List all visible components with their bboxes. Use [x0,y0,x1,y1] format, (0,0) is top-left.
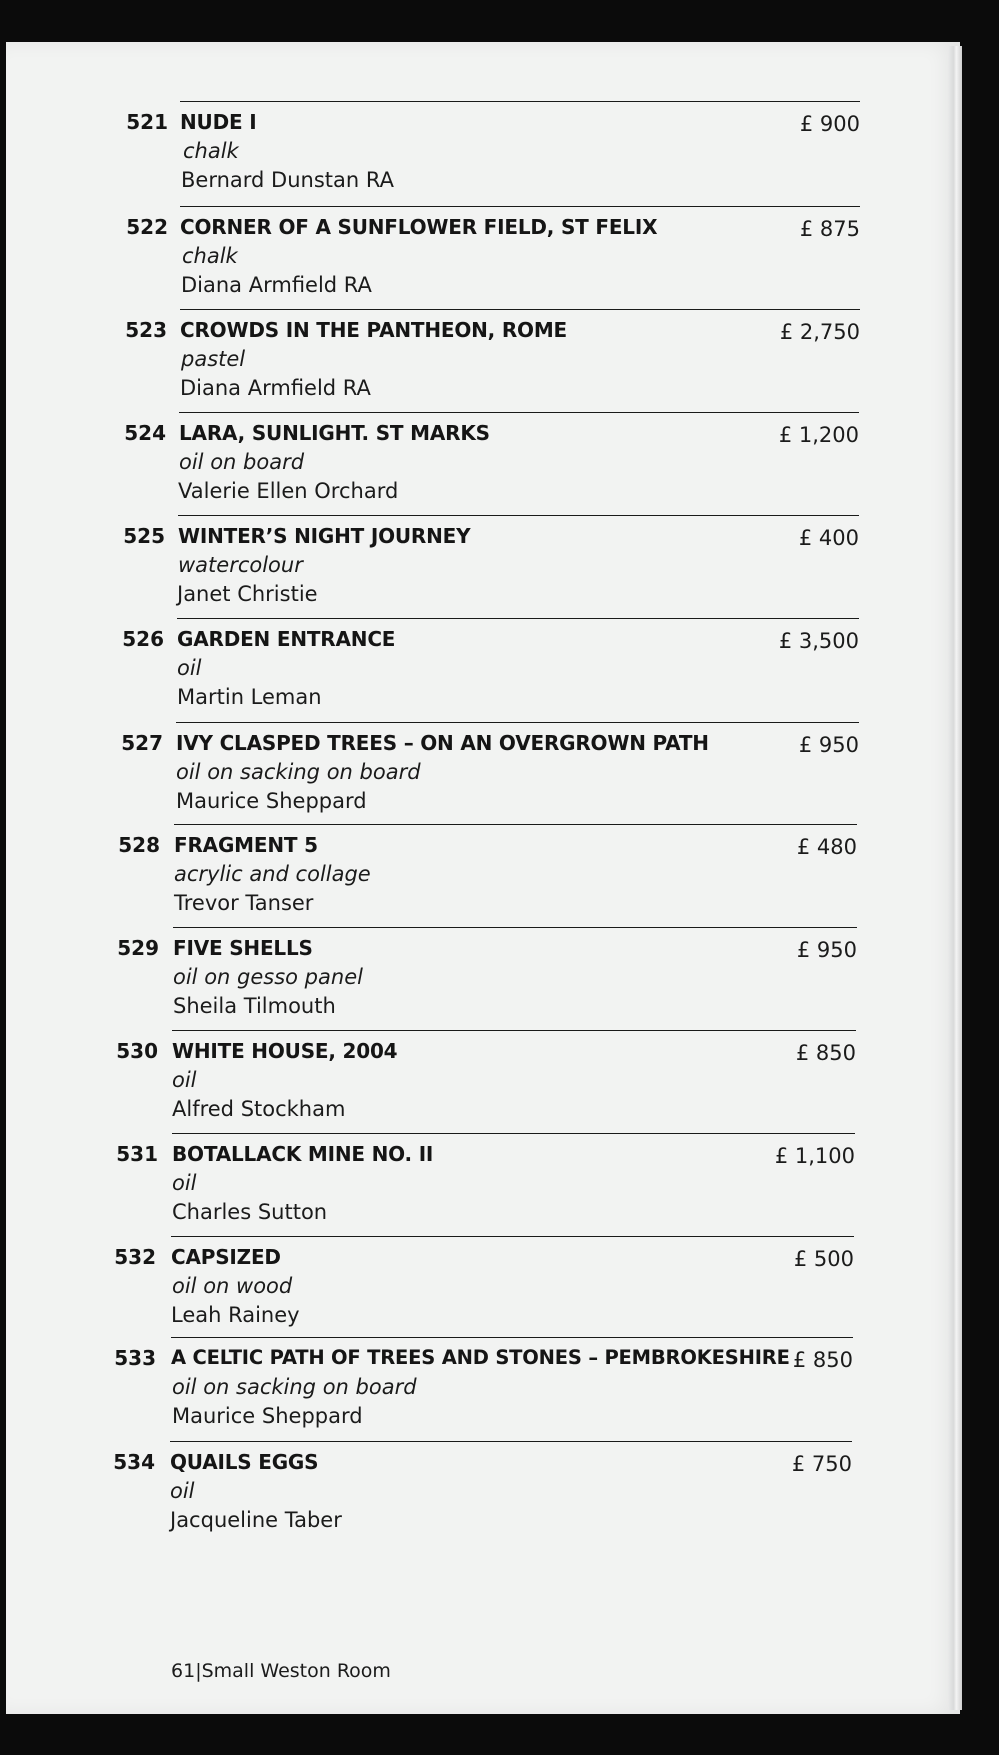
artwork-medium: oil [172,1171,197,1195]
artwork-title: NUDE I [180,110,257,134]
artist-name: Jacqueline Taber [170,1508,342,1532]
artwork-medium: oil [177,656,202,680]
artist-name: Bernard Dunstan RA [181,168,394,192]
artwork-medium: watercolour [178,553,303,577]
lot-number: 531 [116,1142,158,1166]
artist-name: Valerie Ellen Orchard [178,479,399,503]
artwork-medium: oil [172,1068,197,1092]
artwork-title: GARDEN ENTRANCE [177,627,396,651]
lot-number: 525 [123,524,165,548]
artwork-medium: oil [170,1479,195,1503]
artist-name: Trevor Tanser [174,891,314,915]
lot-number: 530 [116,1039,158,1063]
artwork-medium: oil on wood [172,1274,293,1298]
price: £ 850 [792,1348,853,1372]
divider [172,1133,855,1134]
artwork-medium: chalk [182,244,238,268]
divider [172,1030,856,1031]
price: £ 400 [798,526,859,550]
divider [170,1441,852,1442]
artist-name: Charles Sutton [172,1200,328,1224]
artwork-title: CROWDS IN THE PANTHEON, ROME [180,318,568,342]
artwork-title: FIVE SHELLS [173,936,313,960]
lot-number: 524 [124,421,166,445]
price: £ 850 [795,1041,856,1065]
lot-number: 533 [114,1346,156,1370]
room-name: Small Weston Room [201,1660,391,1682]
lot-number: 523 [125,318,167,342]
divider [179,412,859,413]
price: £ 3,500 [778,629,859,653]
lot-number: 522 [126,215,168,239]
price: £ 950 [796,938,857,962]
artist-name: Maurice Sheppard [172,1404,363,1428]
artist-name: Maurice Sheppard [176,789,367,813]
artwork-title: CORNER OF A SUNFLOWER FIELD, ST FELIX [180,215,658,239]
artist-name: Diana Armfield RA [181,273,372,297]
artwork-title: FRAGMENT 5 [174,833,318,857]
artwork-title: A CELTIC PATH OF TREES AND STONES – PEMBROKESHIRE [171,1346,790,1369]
artwork-medium: acrylic and collage [174,862,371,886]
artwork-title: QUAILS EGGS [170,1450,319,1474]
divider [180,309,860,310]
page-number: 61 [171,1660,196,1682]
divider [173,927,857,928]
artwork-title: BOTALLACK MINE NO. II [172,1142,434,1166]
artwork-medium: oil on board [179,450,305,474]
artist-name: Diana Armfield RA [180,376,371,400]
lot-number: 527 [121,731,163,755]
artwork-title: CAPSIZED [171,1245,281,1269]
artwork-medium: oil on sacking on board [176,760,421,784]
artwork-title: WINTER’S NIGHT JOURNEY [178,524,471,548]
price: £ 750 [791,1452,852,1476]
price: £ 480 [796,835,857,859]
artist-name: Sheila Tilmouth [173,994,336,1018]
artwork-title: WHITE HOUSE, 2004 [172,1039,398,1063]
price: £ 950 [798,733,859,757]
page-edge [948,46,962,1710]
divider [171,1337,853,1338]
lot-number: 532 [114,1245,156,1269]
divider [177,618,859,619]
artist-name: Alfred Stockham [172,1097,346,1121]
lot-number: 529 [117,936,159,960]
divider [180,101,860,102]
artwork-medium: pastel [181,347,246,371]
artwork-medium: oil on gesso panel [173,965,363,989]
page-footer [171,1660,391,1682]
price: £ 1,200 [778,423,859,447]
lot-number: 526 [122,627,164,651]
lot-number: 521 [126,110,168,134]
artwork-title: IVY CLASPED TREES – ON AN OVERGROWN PATH [176,731,709,755]
artist-name: Janet Christie [177,582,318,606]
divider [174,824,857,825]
price: £ 1,100 [774,1144,855,1168]
lot-number: 534 [113,1450,155,1474]
price: £ 500 [793,1247,854,1271]
divider [171,1236,854,1237]
price: £ 875 [799,217,860,241]
artist-name: Leah Rainey [171,1303,300,1327]
divider [178,515,859,516]
artwork-title: LARA, SUNLIGHT. ST MARKS [179,421,490,445]
divider [180,206,860,207]
price: £ 900 [799,112,860,136]
lot-number: 528 [118,833,160,857]
price: £ 2,750 [779,320,860,344]
divider [176,722,859,723]
footer-separator: | [195,1660,202,1682]
artist-name: Martin Leman [177,685,322,709]
artwork-medium: chalk [183,139,239,163]
artwork-medium: oil on sacking on board [172,1375,417,1399]
